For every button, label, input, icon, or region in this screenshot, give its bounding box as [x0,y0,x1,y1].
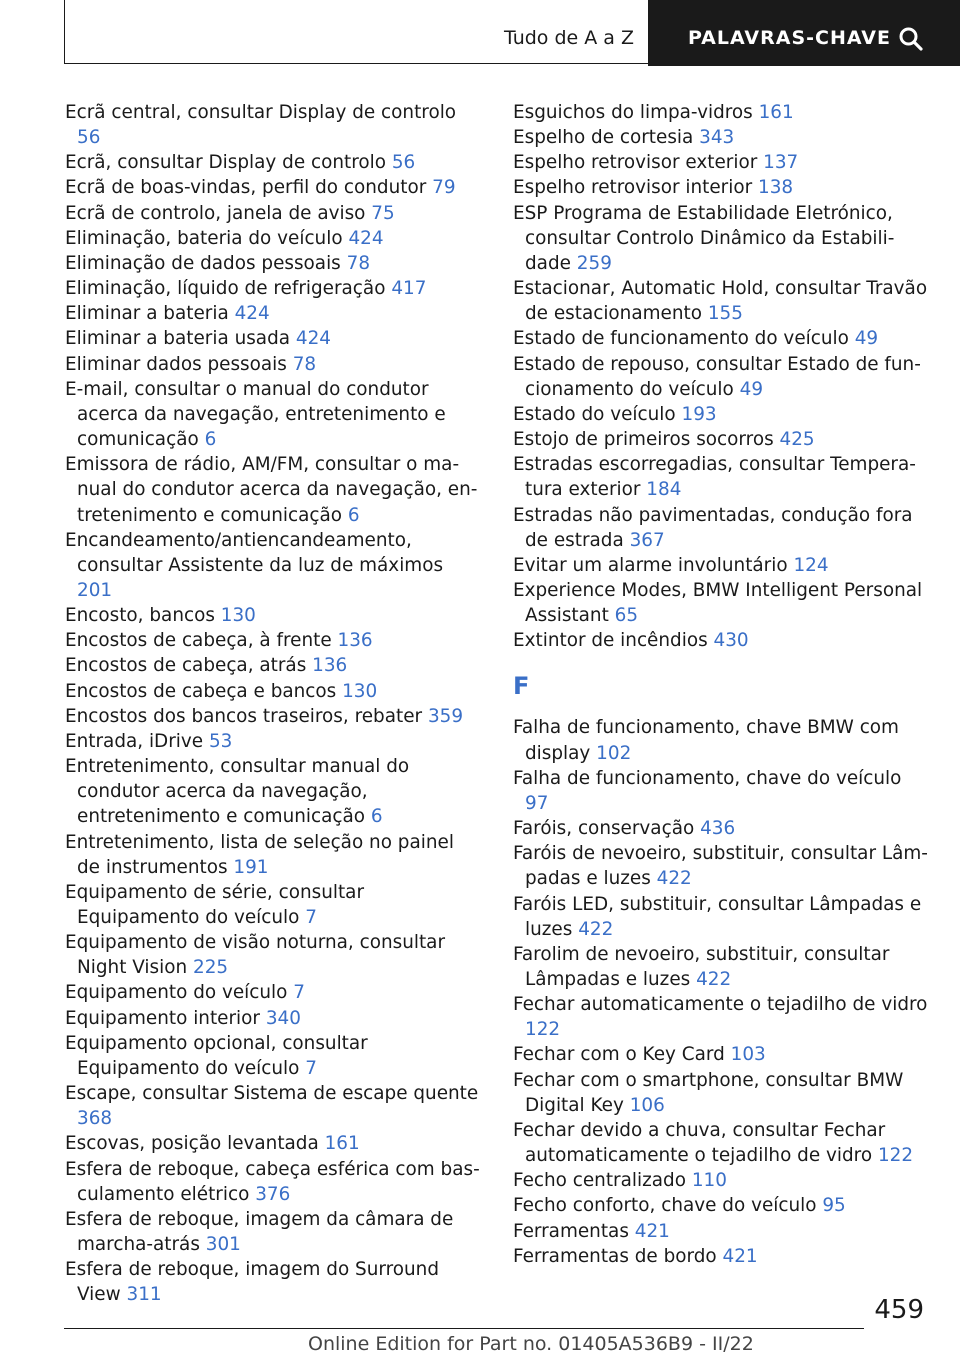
index-entry [65,1131,481,1156]
index-entry [513,715,929,765]
index-page-link[interactable]: 103 [730,1044,766,1066]
index-page-link[interactable]: 95 [822,1195,846,1217]
index-page-link[interactable]: 201 [77,579,113,601]
index-page-link[interactable]: 7 [293,982,305,1004]
index-entry [513,1068,929,1118]
index-entry-text: Equipamento opcional, consultar Equipamento do veículo [65,1032,368,1079]
index-entry-text: Estado de funcionamento do veículo [513,328,849,350]
index-entry [513,1244,929,1269]
index-page-link[interactable]: 65 [614,605,639,627]
index-entry [65,226,481,251]
index-page-link[interactable]: 376 [255,1183,291,1205]
index-page-link[interactable]: 124 [793,554,829,576]
index-entry-text: Entrada, iDrive [65,730,204,752]
index-page-link[interactable]: 359 [427,705,464,727]
index-page-link[interactable]: 417 [391,278,427,300]
index-column-left [65,100,481,1308]
index-entry-text: Espelho retrovisor exterior [513,152,758,174]
index-entry [513,942,929,992]
index-entry-text: Espelho retrovisor interior [513,177,753,199]
index-entry-text: Estacionar, Automatic Hold, consultar Travão de estacionamento [513,278,928,325]
index-page-link[interactable]: 191 [233,856,269,878]
index-entry-text: Eliminar a bateria [65,303,229,325]
index-entry [65,528,481,603]
index-page-link[interactable]: 225 [193,957,229,979]
index-entry [513,1168,929,1193]
index-entry [513,125,929,150]
index-entry [65,201,481,226]
index-entry [513,578,929,628]
index-page-link[interactable]: 436 [700,818,736,840]
index-entry-text: Ecrã central, consultar Display de controlo [65,102,457,123]
index-entry [513,628,929,653]
index-page-link[interactable]: 122 [525,1019,561,1041]
index-entry-text: Estradas não pavimentadas, condução fora de estrada [513,504,913,551]
index-entry [65,653,481,678]
index-entry [513,276,929,326]
index-entry [65,175,481,200]
index-entry [65,1257,481,1307]
index-page-link[interactable]: 49 [739,378,764,400]
index-entry [65,100,481,150]
index-entry-text: Fecho centralizado [513,1170,686,1192]
index-entry [65,377,481,452]
index-page-link[interactable]: 161 [324,1133,360,1155]
index-entry-text: Farolim de nevoeiro, substituir, consultar Lâmpadas e luzes [513,943,890,990]
index-entry [513,503,929,553]
index-page-link[interactable]: 136 [312,655,348,677]
index-entry [513,150,929,175]
index-entry-text: Esfera de reboque, imagem do Surround View [65,1259,440,1306]
index-page-link[interactable]: 7 [305,907,317,928]
index-page-link[interactable]: 137 [763,152,799,174]
index-entry [65,1006,481,1031]
index-page-link[interactable]: 122 [877,1145,914,1167]
index-entry [65,1031,481,1081]
index-entry-text: Eliminação, bateria do veículo [65,227,343,249]
index-entry [513,816,929,841]
index-entry [65,603,481,628]
index-entry [513,100,929,125]
index-entry [513,427,929,452]
index-entry-text: Fechar automaticamente o tejadilho de vidro [513,994,928,1016]
index-entry [513,892,929,942]
index-entry-text: Espelho de cortesia [513,127,694,149]
index-entry-text: Esguichos do limpa-vidros [513,102,753,123]
index-entry [513,175,929,200]
index-entry-text: Escape, consultar Sistema de escape quente [65,1083,479,1105]
index-page-link[interactable]: 49 [854,328,879,350]
index-entry-text: Ecrã de boas-vindas, perfil do condutor [65,177,427,199]
index-page-link[interactable]: 259 [576,252,612,274]
index-entry [65,830,481,880]
index-page-link[interactable]: 422 [656,868,692,890]
index-entry [65,1157,481,1207]
index-page-link[interactable]: 421 [634,1220,670,1242]
index-entry [65,452,481,527]
index-page-link[interactable]: 6 [204,429,217,451]
footer-edition: Online Edition for Part no. 01405A536B9 - II/22 [308,1333,754,1355]
index-entry-text: Ferramentas [513,1220,629,1242]
index-entry-text: Faróis LED, substituir, consultar Lâmpadas e luzes [513,893,922,940]
index-entry [65,880,481,930]
footer-divider [64,1328,864,1329]
index-entry-text: ESP Programa de Estabilidade Eletrónico, consultar Controlo Dinâmico da Estabilidade [513,202,895,274]
index-entry [65,754,481,829]
index-entry [65,628,481,653]
index-page-link[interactable]: 421 [722,1245,758,1267]
index-entry-text: Equipamento interior [65,1007,260,1029]
index-entry [513,201,929,276]
index-entry [65,980,481,1005]
index-entry-text: Ecrã de controlo, janela de aviso [65,202,366,224]
index-page-link[interactable]: 56 [77,127,101,149]
index-entry-text: Eliminar a bateria usada [65,328,291,350]
search-icon [898,26,924,52]
index-entry [513,766,929,816]
index-entry-text: Eliminação, líquido de refrigeração [65,278,386,300]
index-page-link[interactable]: 155 [707,303,743,325]
index-page-link[interactable]: 340 [265,1007,301,1029]
page-number: 459 [874,1295,924,1325]
index-entry [65,301,481,326]
index-page-link[interactable]: 138 [758,177,794,199]
index-entry-text: Eliminação de dados pessoais [65,252,341,274]
index-entry [65,352,481,377]
index-entry-text: Equipamento de visão noturna, consultar Night Vision [65,932,446,979]
index-entry-text: Esfera de reboque, cabeça esférica com basculamento elétrico [65,1158,480,1205]
index-entry-text: Escovas, posição levantada [65,1133,319,1155]
index-page-link[interactable]: 136 [337,630,373,652]
index-page-link[interactable]: 430 [713,630,749,652]
index-entry-text: Emissora de rádio, AM/FM, consultar o manual do condutor acerca da navegação, entretenimento e comunicação [65,454,478,526]
index-page-link[interactable]: 130 [220,605,256,627]
index-entry-text: Fechar devido a chuva, consultar Fechar automaticamente o tejadilho de vidro [513,1119,886,1167]
header-divider-left [64,0,65,64]
index-page-link[interactable]: 311 [126,1284,162,1306]
index-page-link[interactable]: 6 [347,504,360,526]
index-entry-text: Faróis, conservação [513,818,695,840]
keywords-label: PALAVRAS-CHAVE [688,27,891,49]
index-page-link[interactable]: 422 [578,918,614,940]
index-entry-text: Evitar um alarme involuntário [513,554,788,576]
index-page-link[interactable]: 301 [205,1234,241,1256]
index-entry-text: Falha de funcionamento, chave do veículo [513,767,902,789]
index-entry-text: Encosto, bancos [65,605,215,627]
index-entry-text: Ferramentas de bordo [513,1245,717,1267]
index-entry [513,402,929,427]
index-entry [65,704,481,729]
index-page-link[interactable]: 78 [292,353,317,375]
index-entry-text: Encandeamento/antiencandeamento, consultar Assistente da luz de máximos [65,529,444,576]
index-entry-text: Equipamento do veículo [65,982,288,1004]
index-entry [513,1042,929,1067]
index-entry [513,992,929,1042]
index-entry-text: Ecrã, consultar Display de controlo [65,152,386,174]
index-entry [65,1207,481,1257]
index-entry-text: Entretenimento, lista de seleção no painel de instrumentos [65,831,454,878]
index-page-link[interactable]: 424 [295,328,331,350]
index-entry [65,251,481,276]
index-entry [513,452,929,502]
index-entry-text: Eliminar dados pessoais [65,353,287,375]
index-page-link[interactable]: 75 [371,202,395,224]
index-column-right [513,100,929,1269]
index-entry-text: Experience Modes, BMW Intelligent Personal Assistant [513,579,923,627]
index-entry-text: Encostos de cabeça, à frente [65,630,332,652]
index-entry-text: E-mail, consultar o manual do condutor acerca da navegação, entretenimento e comunicação [65,378,446,451]
index-entry [513,1219,929,1244]
index-page-link[interactable]: 102 [596,742,632,764]
index-entry [513,352,929,402]
index-entry [65,930,481,980]
index-page-link[interactable]: 343 [699,127,735,149]
index-page-link[interactable]: 110 [691,1170,727,1192]
index-entry-text: Encostos de cabeça, atrás [65,655,307,677]
index-entry-text: Equipamento de série, consultar Equipamento do veículo [65,881,365,928]
index-entry-text: Estojo de primeiros socorros [513,429,774,451]
index-section-e [513,100,929,653]
index-page-link[interactable]: 6 [370,806,383,828]
index-entry [513,553,929,578]
index-entry [65,150,481,175]
index-page-link[interactable]: 130 [342,680,378,702]
index-entry-text: Esfera de reboque, imagem da câmara de marcha-atrás [65,1208,454,1256]
section-letter-f: F [513,672,530,701]
header-divider-bottom [64,63,648,64]
index-page-link[interactable]: 424 [348,227,384,249]
index-page-link[interactable]: 106 [629,1094,665,1116]
keywords-tab[interactable] [648,0,960,66]
index-page-link[interactable]: 53 [208,730,233,752]
tab-tudo-de-a-a-z[interactable]: Tudo de A a Z [503,27,634,49]
index-page-link[interactable]: 425 [779,429,815,451]
index-section-f [513,715,929,1268]
index-page-link[interactable]: 193 [681,403,717,425]
index-entry-text: Estado de repouso, consultar Estado de funcionamento do veículo [513,353,921,400]
index-page-link[interactable]: 7 [305,1057,317,1079]
index-page-link[interactable]: 97 [525,792,549,814]
index-entry-text: Entretenimento, consultar manual do condutor acerca da navegação, entretenimento e comunicação [65,756,410,828]
index-entry-text: Faróis de nevoeiro, substituir, consultar Lâmpadas e luzes [513,843,928,890]
index-page-link[interactable]: 161 [758,102,794,123]
index-entry-text: Encostos de cabeça e bancos [65,680,337,702]
index-page-link[interactable]: 368 [77,1108,113,1130]
index-entry [65,326,481,351]
index-entry-text: Fecho conforto, chave do veículo [513,1195,817,1217]
index-entry [65,1081,481,1131]
index-entry-text: Estado do veículo [513,403,676,425]
index-entry-text: Encostos dos bancos traseiros, rebater [65,705,423,727]
index-entry-text: Fechar com o Key Card [513,1044,725,1066]
index-page-link[interactable]: 78 [346,252,371,274]
index-page-link[interactable]: 424 [234,303,270,325]
index-page-link[interactable]: 79 [432,177,456,199]
index-entry-text: Estradas escorregadias, consultar Temperatura exterior [513,454,916,501]
index-entry-text: Falha de funcionamento, chave BMW com display [513,717,899,764]
index-page-link[interactable]: 56 [391,152,416,174]
index-entry [513,326,929,351]
index-entry [65,276,481,301]
index-entry [513,1118,929,1168]
index-entry [513,1193,929,1218]
index-entry-text: Extintor de incêndios [513,630,708,652]
index-page-link[interactable]: 184 [646,479,682,501]
index-entry [65,679,481,704]
index-entry [65,729,481,754]
index-page-link[interactable]: 422 [696,969,732,990]
index-entry-text: Fechar com o smartphone, consultar BMW Digital Key [513,1069,904,1116]
index-page-link[interactable]: 367 [629,529,665,551]
index-entry [513,841,929,891]
